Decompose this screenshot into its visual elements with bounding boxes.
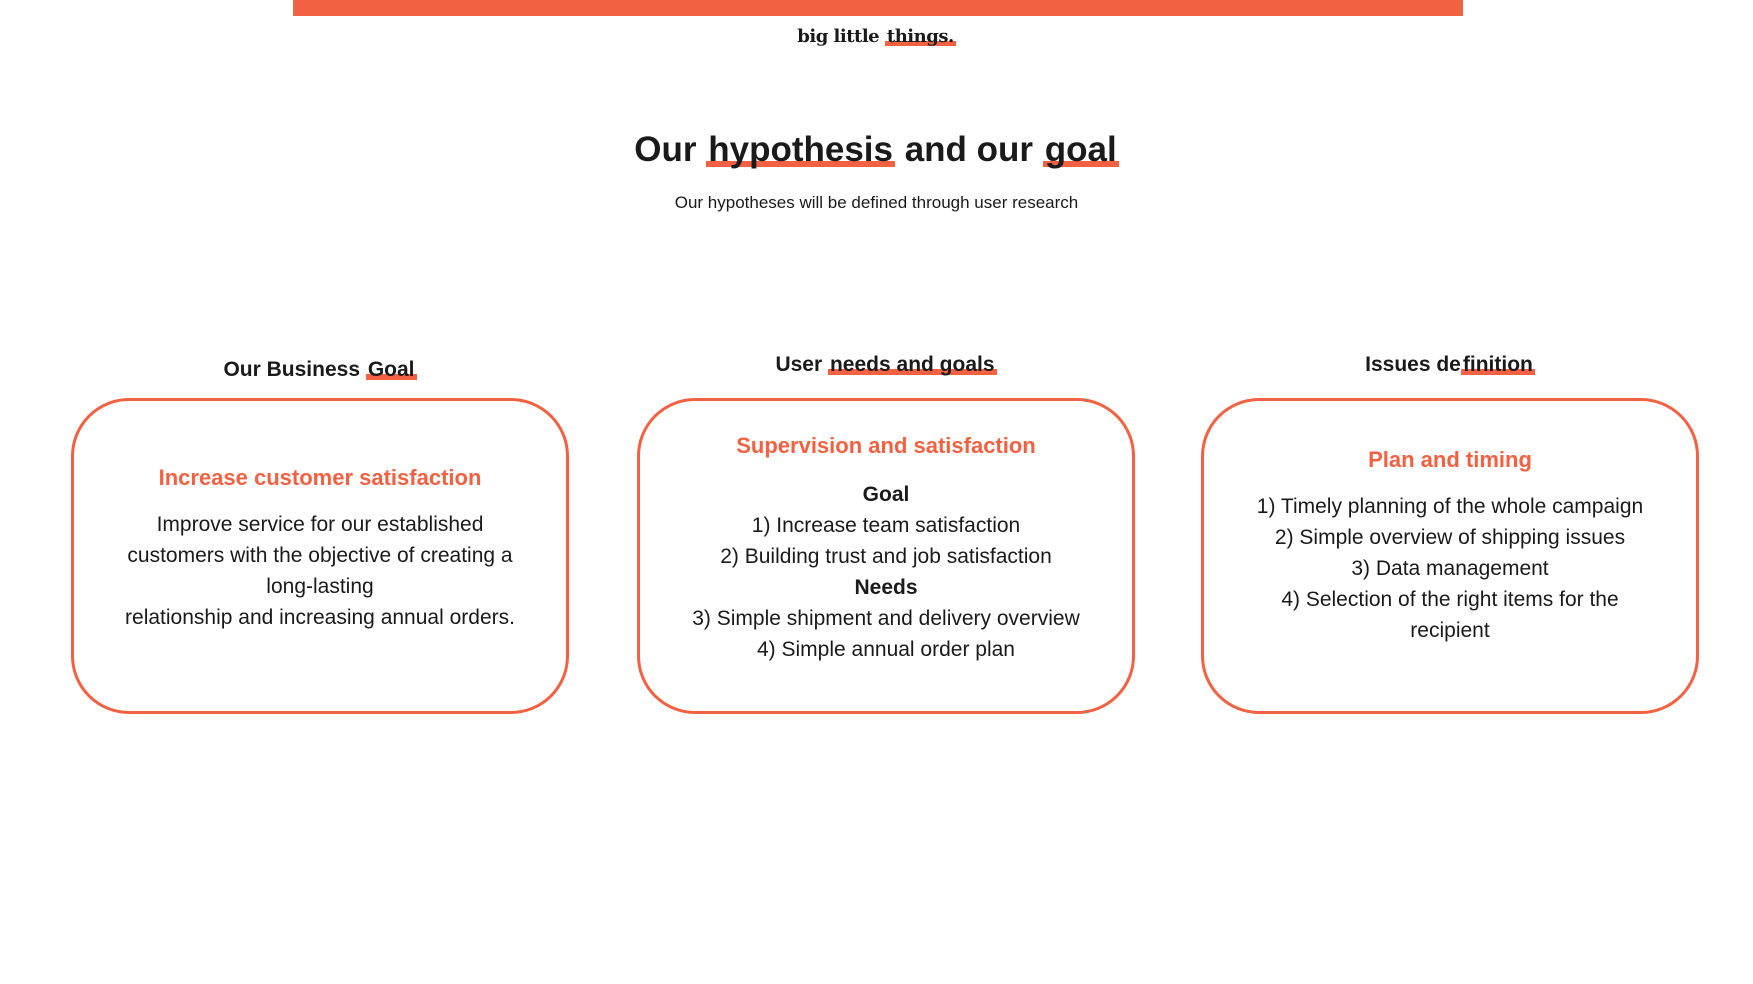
logo-text-underlined: things. (886, 26, 954, 47)
needs-subheading: Needs (854, 576, 918, 599)
card-line: 2) Building trust and job satisfaction (720, 545, 1052, 568)
card-line: 4) Simple annual order plan (757, 638, 1015, 661)
card-title: Plan and timing (1368, 447, 1532, 472)
card-body (96, 509, 544, 633)
heading-underlined: finition (1462, 353, 1533, 376)
title-part-2: hypothesis (708, 130, 893, 169)
card-line: recipient (1410, 619, 1490, 642)
top-accent-bar (293, 0, 1463, 16)
card-title: Supervision and satisfaction (736, 433, 1036, 458)
heading-underlined: needs and goals (829, 353, 995, 376)
card-line: 3) Simple shipment and delivery overview (692, 607, 1080, 630)
card-body (1226, 491, 1674, 646)
heading-plain: User (775, 353, 828, 376)
card-line: 4) Selection of the right items for the (1281, 588, 1619, 611)
card-line: customers with the objective of creating a (127, 544, 513, 567)
card-line: 1) Increase team satisfaction (751, 514, 1021, 537)
title-part-1: Our (634, 130, 707, 169)
issues-definition-heading (1198, 353, 1702, 377)
title-part-3: and our (894, 130, 1043, 169)
page-title (0, 130, 1753, 170)
card-line: Improve service for our established (156, 513, 484, 536)
user-needs-card (637, 398, 1135, 714)
brand-logo (0, 26, 1753, 47)
title-part-4: goal (1044, 130, 1117, 169)
card-line: relationship and increasing annual orders. (125, 606, 515, 629)
card-line: 2) Simple overview of shipping issues (1274, 526, 1626, 549)
business-goal-card (71, 398, 569, 714)
card-line: 3) Data management (1351, 557, 1549, 580)
business-goal-heading (68, 358, 572, 382)
heading-underlined: Goal (367, 358, 415, 381)
card-line: long-lasting (266, 575, 374, 598)
logo-text-prefix: big little (797, 26, 885, 47)
card-line: 1) Timely planning of the whole campaign (1256, 495, 1644, 518)
card-body (662, 479, 1110, 665)
page-subtitle: Our hypotheses will be defined through user research (674, 193, 1079, 212)
card-title: Increase customer satisfaction (158, 465, 482, 490)
heading-plain: Issues de (1365, 353, 1461, 376)
issues-definition-card (1201, 398, 1699, 714)
goal-subheading: Goal (862, 483, 910, 506)
user-needs-heading (634, 353, 1138, 377)
heading-plain: Our Business (223, 358, 366, 381)
